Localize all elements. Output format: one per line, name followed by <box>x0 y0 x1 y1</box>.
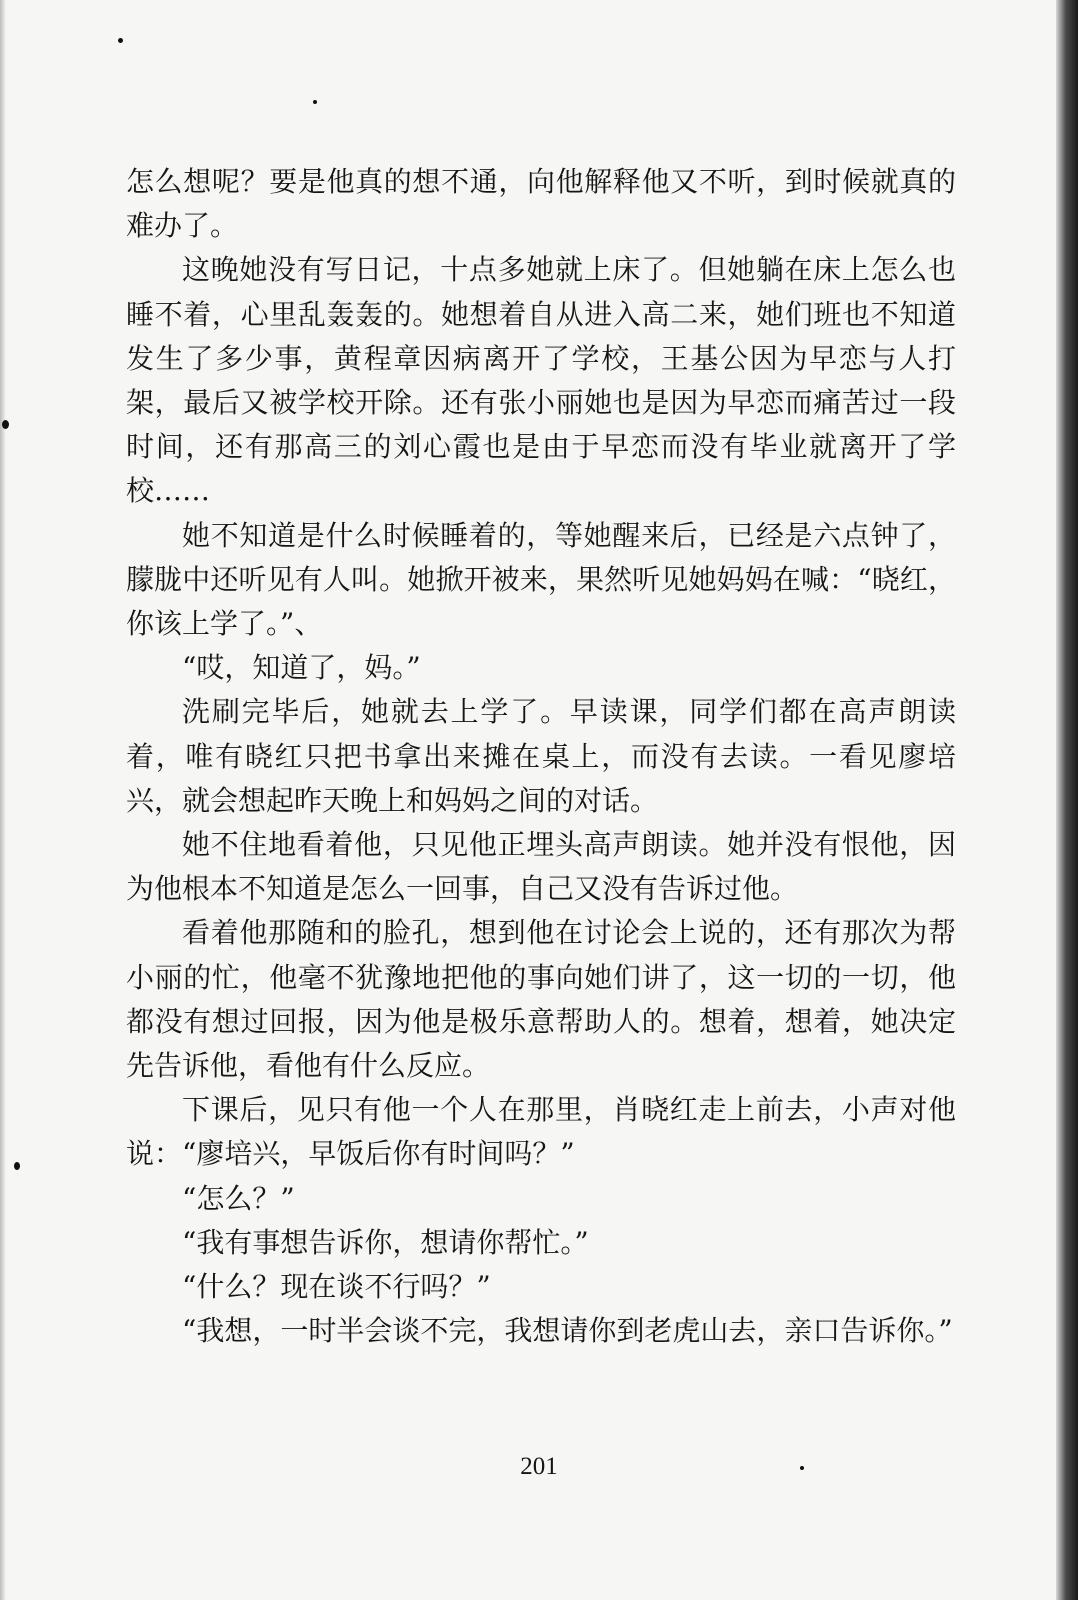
paragraph: “我想，一时半会谈不完，我想请你到老虎山去，亲口告诉你。” <box>182 1314 953 1348</box>
paragraph: 下课后，见只有他一个人在那里，肖晓红走上前去，小声对他说：“廖培兴，早饭后你有时间吗？” <box>126 1093 956 1171</box>
paragraph: “我有事想告诉你，想请你帮忙。” <box>182 1225 589 1259</box>
paragraph: 她不知道是什么时候睡着的，等她醒来后，已经是六点钟了，朦胧中还听见有人叫。她掀开被来，果然听见她妈妈在喊：“晓红，你该上学了。”、 <box>126 518 956 641</box>
page-number: 201 <box>520 1453 558 1480</box>
paragraph: 她不住地看着他，只见他正埋头高声朗读。她并没有恨他，因为他根本不知道是怎么一回事，自己又没有告诉过他。 <box>126 828 956 906</box>
scan-speck <box>14 1162 20 1170</box>
body-text <box>126 160 956 1353</box>
scan-speck <box>118 38 123 43</box>
paragraph: 看着他那随和的脸孔，想到他在讨论会上说的，还有那次为帮小丽的忙，他毫不犹豫地把他的事向她们讲了，这一切的一切，他都没有想过回报，因为他是极乐意帮助人的。想着，想着，她决定先告诉他，看他有什么反应。 <box>126 916 956 1083</box>
page-right-shadow <box>1056 0 1078 1600</box>
paragraph: “什么？现在谈不行吗？” <box>182 1270 491 1304</box>
paragraph: 怎么想呢？要是他真的想不通，向他解释他又不听，到时候就真的难办了。 <box>126 165 956 243</box>
paragraph: “怎么？” <box>182 1181 295 1215</box>
page-left-shadow <box>0 0 6 1600</box>
scan-speck <box>313 100 317 104</box>
paragraph: 这晚她没有写日记，十点多她就上床了。但她躺在床上怎么也睡不着，心里乱轰轰的。她想着自从进入高二来，她们班也不知道发生了多少事，黄程章因病离开了学校，王基公因为早恋与人打架，最后又被学校开除。还有张小丽她也是因为早恋而痛苦过一段时间，还有那高三的刘心霞也是由于早恋而没有毕业就离开了学校…… <box>126 253 956 508</box>
paragraph: 洗刷完毕后，她就去上学了。早读课，同学们都在高声朗读着，唯有晓红只把书拿出来摊在桌上，而没有去读。一看见廖培兴，就会想起昨天晚上和妈妈之间的对话。 <box>126 695 956 817</box>
paragraph: “哎，知道了，妈。” <box>182 651 421 685</box>
scan-speck <box>2 420 9 429</box>
